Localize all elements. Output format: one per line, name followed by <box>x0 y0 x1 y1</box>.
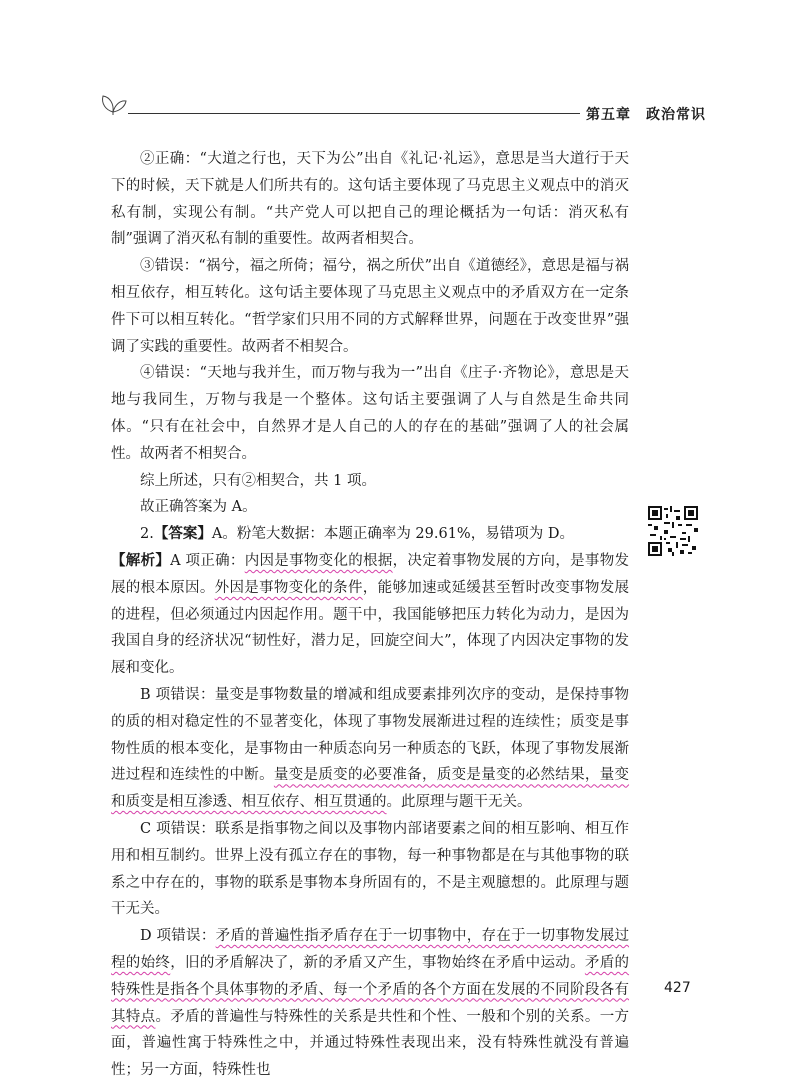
page-content <box>111 146 629 1084</box>
analysis-b-text-1: B 项错误：量变是事物数量的增减和组成要素排列次序的变动，是保持事物的质的相对稳定性的不显著变化，体现了事物发展渐进过程的连续性；质变是事物性质的根本变化，是事物由一种质态向另一种质态的飞跃，体现了事物发展渐进过程和连续性的中断。 <box>111 686 629 784</box>
paragraph-3-wrong: ③错误：“祸兮，福之所倚；福兮，祸之所伏”出自《道德经》，意思是福与祸相互依存，相互转化。这句话主要体现了马克思主义观点中的矛盾双方在一定条件下可以相互转化。“哲学家们只用不同的方式解释世界，问题在于改变世界”强调了实践的重要性。故两者不相契合。 <box>111 258 629 355</box>
page-number: 427 <box>664 980 691 996</box>
answer-text: A。粉笔大数据：本题正确率为 29.61%，易错项为 D。 <box>211 526 574 543</box>
chapter-title: 第五章 政治常识 <box>586 107 706 123</box>
analysis-b <box>111 682 629 816</box>
analysis-a-text-1: ，决定着事物发展的方向，是事物发展的根本原因。 <box>111 552 630 596</box>
analysis-a-lead: A 项正确： <box>170 552 245 569</box>
analysis-a-text-2: ，能够加速或延缓甚至暂时改变事物发展的进程，但必须通过内因起作用。题干中，我国能够把压力转化为动力，是因为我国自身的经济状况“韧性好，潜力足，回旋空间大”，体现了内因决定事物的发展和变化。 <box>111 579 630 677</box>
highlight-quantity-quality: 量变是质变的必要准备，质变是量变的必然结果，量变和质变是相互渗透、相互依存、相互贯通的 <box>111 767 630 811</box>
header-rule <box>128 113 580 114</box>
analysis-d-text-2: ，旧的矛盾解决了，新的矛盾又产生，事物始终在矛盾中运动。 <box>170 954 585 971</box>
paragraph-4-wrong: ④错误：“天地与我并生，而万物与我为一”出自《庄子·齐物论》，意思是天地与我同生，万物与我是一个整体。这句话主要强调了人与自然是生命共同体。“只有在社会中，自然界才是人自己的人的存在的基础”强调了人的社会属性。故两者不相契合。 <box>111 365 629 462</box>
analysis-d-text-3: 。矛盾的普遍性与特殊性的关系是共性和个性、一般和个别的关系。一方面，普遍性寓于特殊性之中，并通过特殊性表现出来，没有特殊性就没有普遍性；另一方面，特殊性也 <box>111 1008 630 1079</box>
answer-line <box>111 521 629 548</box>
highlight-particularity: 矛盾的特殊性是指各个具体事物的矛盾、每一个矛盾的各个方面在发展的不同阶段各有其特点 <box>111 954 630 1025</box>
question-number: 2. <box>140 526 154 543</box>
qr-code-icon[interactable] <box>648 506 698 556</box>
analysis-label: 【解析】 <box>111 551 171 569</box>
analysis-a <box>111 548 629 682</box>
highlight-universality: 矛盾的普遍性指矛盾存在于一切事物中，存在于一切事物发展过程的始终 <box>111 928 630 971</box>
leaf-ornament-icon <box>98 92 128 116</box>
paragraph-2-correct: ②正确：“大道之行也，天下为公”出自《礼记·礼运》，意思是当大道行于天下的时候，天下就是人们所共有的。这句话主要体现了马克思主义观点中的消灭私有制，实现公有制。“共产党人可以把自己的理论概括为一句话：消灭私有制”强调了消灭私有制的重要性。故两者相契合。 <box>111 151 629 248</box>
analysis-d-text-1: D 项错误： <box>140 928 216 945</box>
answer-conclusion: 故正确答案为 A。 <box>140 499 257 516</box>
summary-line: 综上所述，只有②相契合，共 1 项。 <box>140 472 376 489</box>
answer-label: 【答案】 <box>153 525 212 543</box>
analysis-c: C 项错误：联系是指事物之间以及事物内部诸要素之间的相互影响、相互作用和相互制约。世界上没有孤立存在的事物，每一种事物都是在与其他事物的联系之中存在的，事物的联系是事物本身所固有的，不是主观臆想的。此原理与题干无关。 <box>111 820 629 918</box>
highlight-inner-cause: 内因是事物变化的根据 <box>244 552 393 569</box>
analysis-b-text-2: 。此原理与题干无关。 <box>386 794 532 811</box>
analysis-d <box>111 923 629 1084</box>
highlight-outer-cause: 外因是事物变化的条件 <box>214 579 363 596</box>
